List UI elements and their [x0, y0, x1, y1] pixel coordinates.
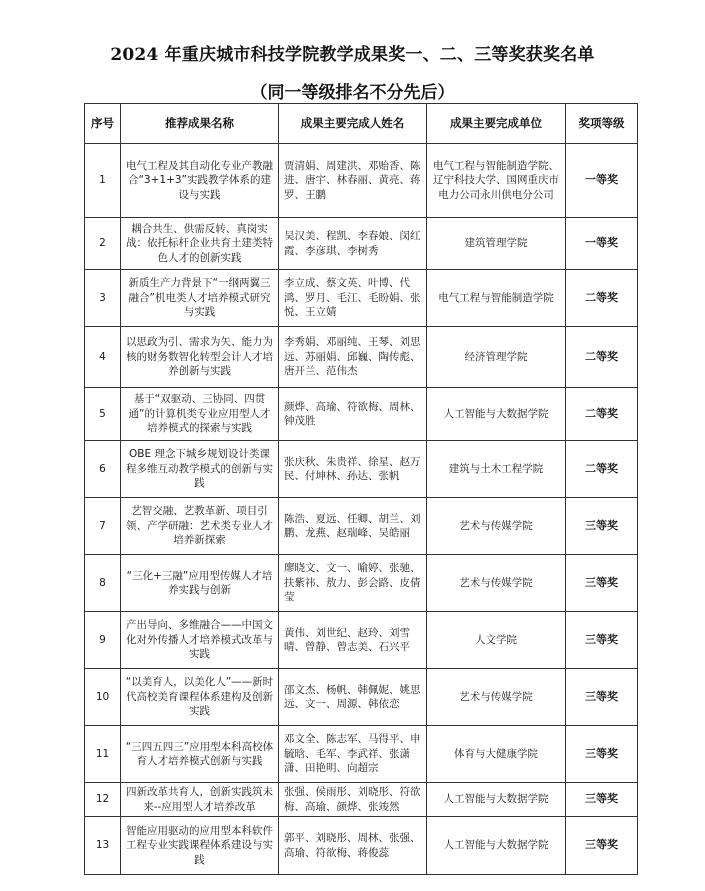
award-level: 三等奖	[566, 726, 638, 783]
table-row	[85, 441, 638, 498]
main-unit: 体育与大健康学院	[427, 726, 566, 783]
row-number: 11	[85, 726, 121, 783]
achievement-name: “三四五四三”应用型本科高校体育人才培养模式创新与实践	[121, 726, 279, 783]
table-header-row	[85, 104, 638, 144]
table-row	[85, 783, 638, 817]
achievement-name: “以美育人，以美化人”——新时代高校美育课程体系建构及创新实践	[121, 669, 279, 726]
main-contributors: 张庆秋、朱贵祥、徐星、赵万民、付坤林、孙达、张帆	[279, 441, 427, 498]
main-contributors: 黄伟、刘世纪、赵玲、刘雪晴、曾静、曾志美、石兴平	[279, 612, 427, 669]
achievement-name: 以思政为引、需求为矢、能力为核的财务数智化转型会计人才培养创新与实践	[121, 327, 279, 388]
achievement-name: 智能应用驱动的应用型本科软件工程专业实践课程体系建设与实践	[121, 817, 279, 875]
main-contributors: 邵文杰、杨帆、韩佩妮、姚思远、文一、周源、韩依恋	[279, 669, 427, 726]
table-row	[85, 817, 638, 875]
award-level: 三等奖	[566, 498, 638, 555]
award-level: 三等奖	[566, 783, 638, 817]
main-unit: 电气工程与智能制造学院、辽宁科技大学、国网重庆市电力公司永川供电分公司	[427, 144, 566, 218]
achievement-name: 产出导向、多维融合——中国文化对外传播人才培养模式改革与实践	[121, 612, 279, 669]
main-contributors: 吴汉美、程凯、李春娘、闵红霞、李彦琪、李树秀	[279, 218, 427, 270]
main-contributors: 邓文全、陈志军、马得平、申毓晗、毛军、李武祥、张潇潇、田艳明、向超宗	[279, 726, 427, 783]
header-main-contributors: 成果主要完成人姓名	[279, 104, 427, 144]
main-unit: 建筑与土木工程学院	[427, 441, 566, 498]
main-unit: 艺术与传媒学院	[427, 555, 566, 612]
row-number: 13	[85, 817, 121, 875]
main-contributors: 张强、侯雨彤、刘晓彤、符欲梅、高瑜、颜烨、张竣然	[279, 783, 427, 817]
document-title: 2024 年重庆城市科技学院教学成果奖一、二、三等奖获奖名单	[110, 45, 595, 65]
main-contributors: 李立成、蔡文英、叶博、代鸿、罗月、毛江、毛盼娟、张悦、王立婧	[279, 270, 427, 327]
main-unit: 人文学院	[427, 612, 566, 669]
award-level: 三等奖	[566, 817, 638, 875]
main-unit: 人工智能与大数据学院	[427, 783, 566, 817]
table-row	[85, 612, 638, 669]
table-row	[85, 327, 638, 388]
header-achievement-name: 推荐成果名称	[121, 104, 279, 144]
award-table	[84, 103, 638, 875]
main-unit: 建筑管理学院	[427, 218, 566, 270]
award-level: 三等奖	[566, 555, 638, 612]
main-contributors: 郭平、刘晓彤、周林、张强、高瑜、符欲梅、蒋俊蕊	[279, 817, 427, 875]
achievement-name: 电气工程及其自动化专业产教融合“3+1+3”实践教学体系的建设与实践	[121, 144, 279, 218]
table-row	[85, 270, 638, 327]
row-number: 5	[85, 388, 121, 441]
table-row	[85, 726, 638, 783]
award-level: 二等奖	[566, 388, 638, 441]
award-level: 一等奖	[566, 144, 638, 218]
row-number: 6	[85, 441, 121, 498]
main-contributors: 廖晓文、文一、喻婷、张驰、扶紫祎、敖力、彭会路、皮倩莹	[279, 555, 427, 612]
main-contributors: 陈浩、夏远、任卿、胡兰、刘鹏、龙燕、赵瑞峰、吴皓丽	[279, 498, 427, 555]
achievement-name: 基于“双驱动、三协同、四贯通”的计算机类专业应用型人才培养模式的探索与实践	[121, 388, 279, 441]
main-unit: 人工智能与大数据学院	[427, 817, 566, 875]
row-number: 12	[85, 783, 121, 817]
achievement-name: 艺智交融、艺教革新、项目引领、产学研融：艺术类专业人才培养新探索	[121, 498, 279, 555]
achievement-name: 四新改革共育人，创新实践筑未来--应用型人才培养改革	[121, 783, 279, 817]
row-number: 2	[85, 218, 121, 270]
row-number: 1	[85, 144, 121, 218]
row-number: 4	[85, 327, 121, 388]
achievement-name: 耦合共生、供需反转、真岗实战：依托标杆企业共育土建类特色人才的创新实践	[121, 218, 279, 270]
document-subtitle: （同一等级排名不分先后）	[250, 83, 455, 103]
table-row	[85, 388, 638, 441]
row-number: 10	[85, 669, 121, 726]
table-row	[85, 498, 638, 555]
table-row	[85, 669, 638, 726]
main-unit: 艺术与传媒学院	[427, 498, 566, 555]
award-level: 一等奖	[566, 218, 638, 270]
row-number: 3	[85, 270, 121, 327]
header-main-unit: 成果主要完成单位	[427, 104, 566, 144]
main-contributors: 颜烨、高瑜、符欲梅、周林、钟茂胜	[279, 388, 427, 441]
achievement-name: OBE 理念下城乡规划设计类课程多维互动教学模式的创新与实践	[121, 441, 279, 498]
main-contributors: 贾清娟、周建洪、邓贻香、陈进、唐宇、林春丽、黄亮、蒋罗、王鹏	[279, 144, 427, 218]
achievement-name: “三化+三融”应用型传媒人才培养实践与创新	[121, 555, 279, 612]
row-number: 8	[85, 555, 121, 612]
main-unit: 人工智能与大数据学院	[427, 388, 566, 441]
main-unit: 电气工程与智能制造学院	[427, 270, 566, 327]
main-unit: 艺术与传媒学院	[427, 669, 566, 726]
main-unit: 经济管理学院	[427, 327, 566, 388]
achievement-name: 新质生产力背景下“一纲两翼三融合”机电类人才培养模式研究与实践	[121, 270, 279, 327]
row-number: 9	[85, 612, 121, 669]
award-level: 二等奖	[566, 441, 638, 498]
award-level: 三等奖	[566, 612, 638, 669]
main-contributors: 李秀娟、邓丽纯、王琴、刘思远、苏丽娟、邱巍、陶传彪、唐开兰、范伟杰	[279, 327, 427, 388]
table-row	[85, 144, 638, 218]
table-row	[85, 218, 638, 270]
row-number: 7	[85, 498, 121, 555]
header-number: 序号	[85, 104, 121, 144]
header-award-level: 奖项等级	[566, 104, 638, 144]
table-row	[85, 555, 638, 612]
award-level: 二等奖	[566, 270, 638, 327]
award-level: 三等奖	[566, 669, 638, 726]
award-level: 二等奖	[566, 327, 638, 388]
